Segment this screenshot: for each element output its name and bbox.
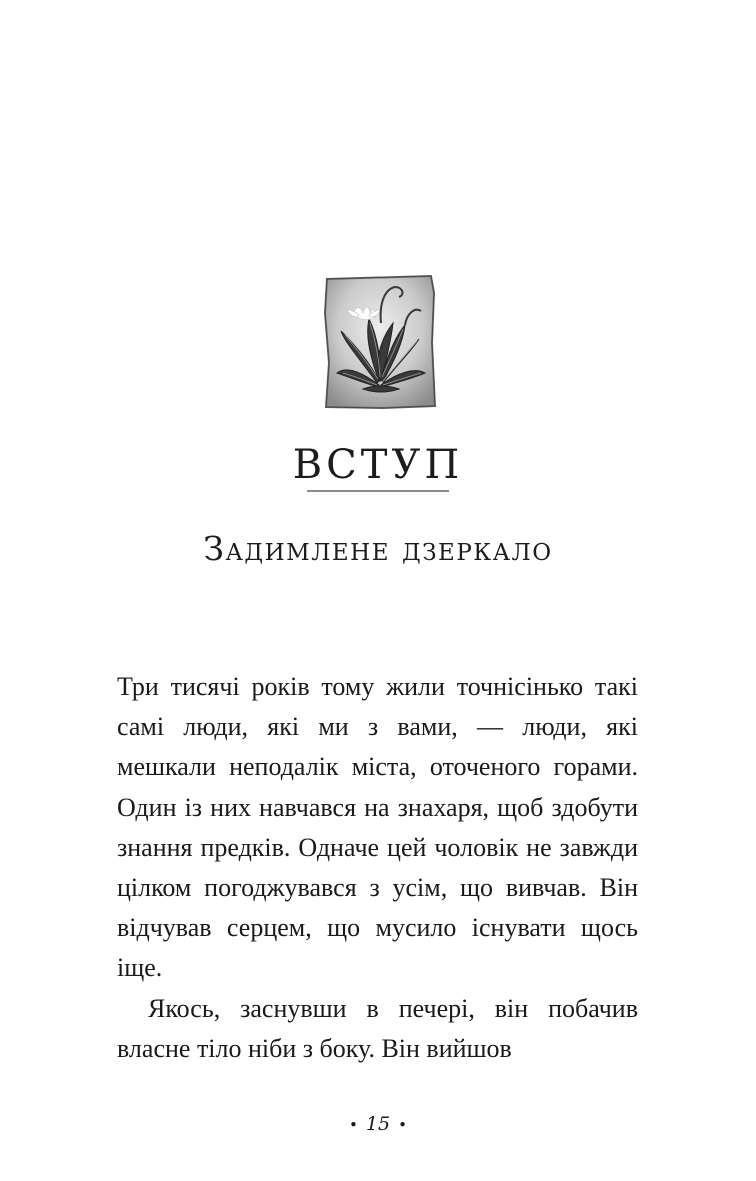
body-text (117, 667, 638, 1069)
lotus-flower-icon (323, 273, 436, 410)
chapter-title: ВСТУП (292, 442, 464, 488)
page-footer (0, 1111, 756, 1138)
paragraph: Три тисячі років тому жили точнісінько такі самі люди, які ми з вами, — люди, які мешкали неподалік міста, оточеного горами. Один із них навчався на знахаря, щоб здобути знання предків. Одначе цей чоловік не завжди цілком погоджувався з усім, що вивчав. Він відчував серцем, що мусило існувати щось іще. (117, 672, 638, 983)
chapter-subtitle: Задимлене дзеркало (203, 529, 553, 568)
page-number: 15 (365, 1113, 391, 1135)
title-underline (307, 490, 449, 492)
footer-bullet: • (349, 1116, 358, 1134)
footer-bullet: • (398, 1116, 407, 1134)
paragraph: Якось, заснувши в печері, він побачив власне тіло ніби з боку. Він вийшов (117, 993, 638, 1063)
chapter-emblem (323, 273, 436, 410)
